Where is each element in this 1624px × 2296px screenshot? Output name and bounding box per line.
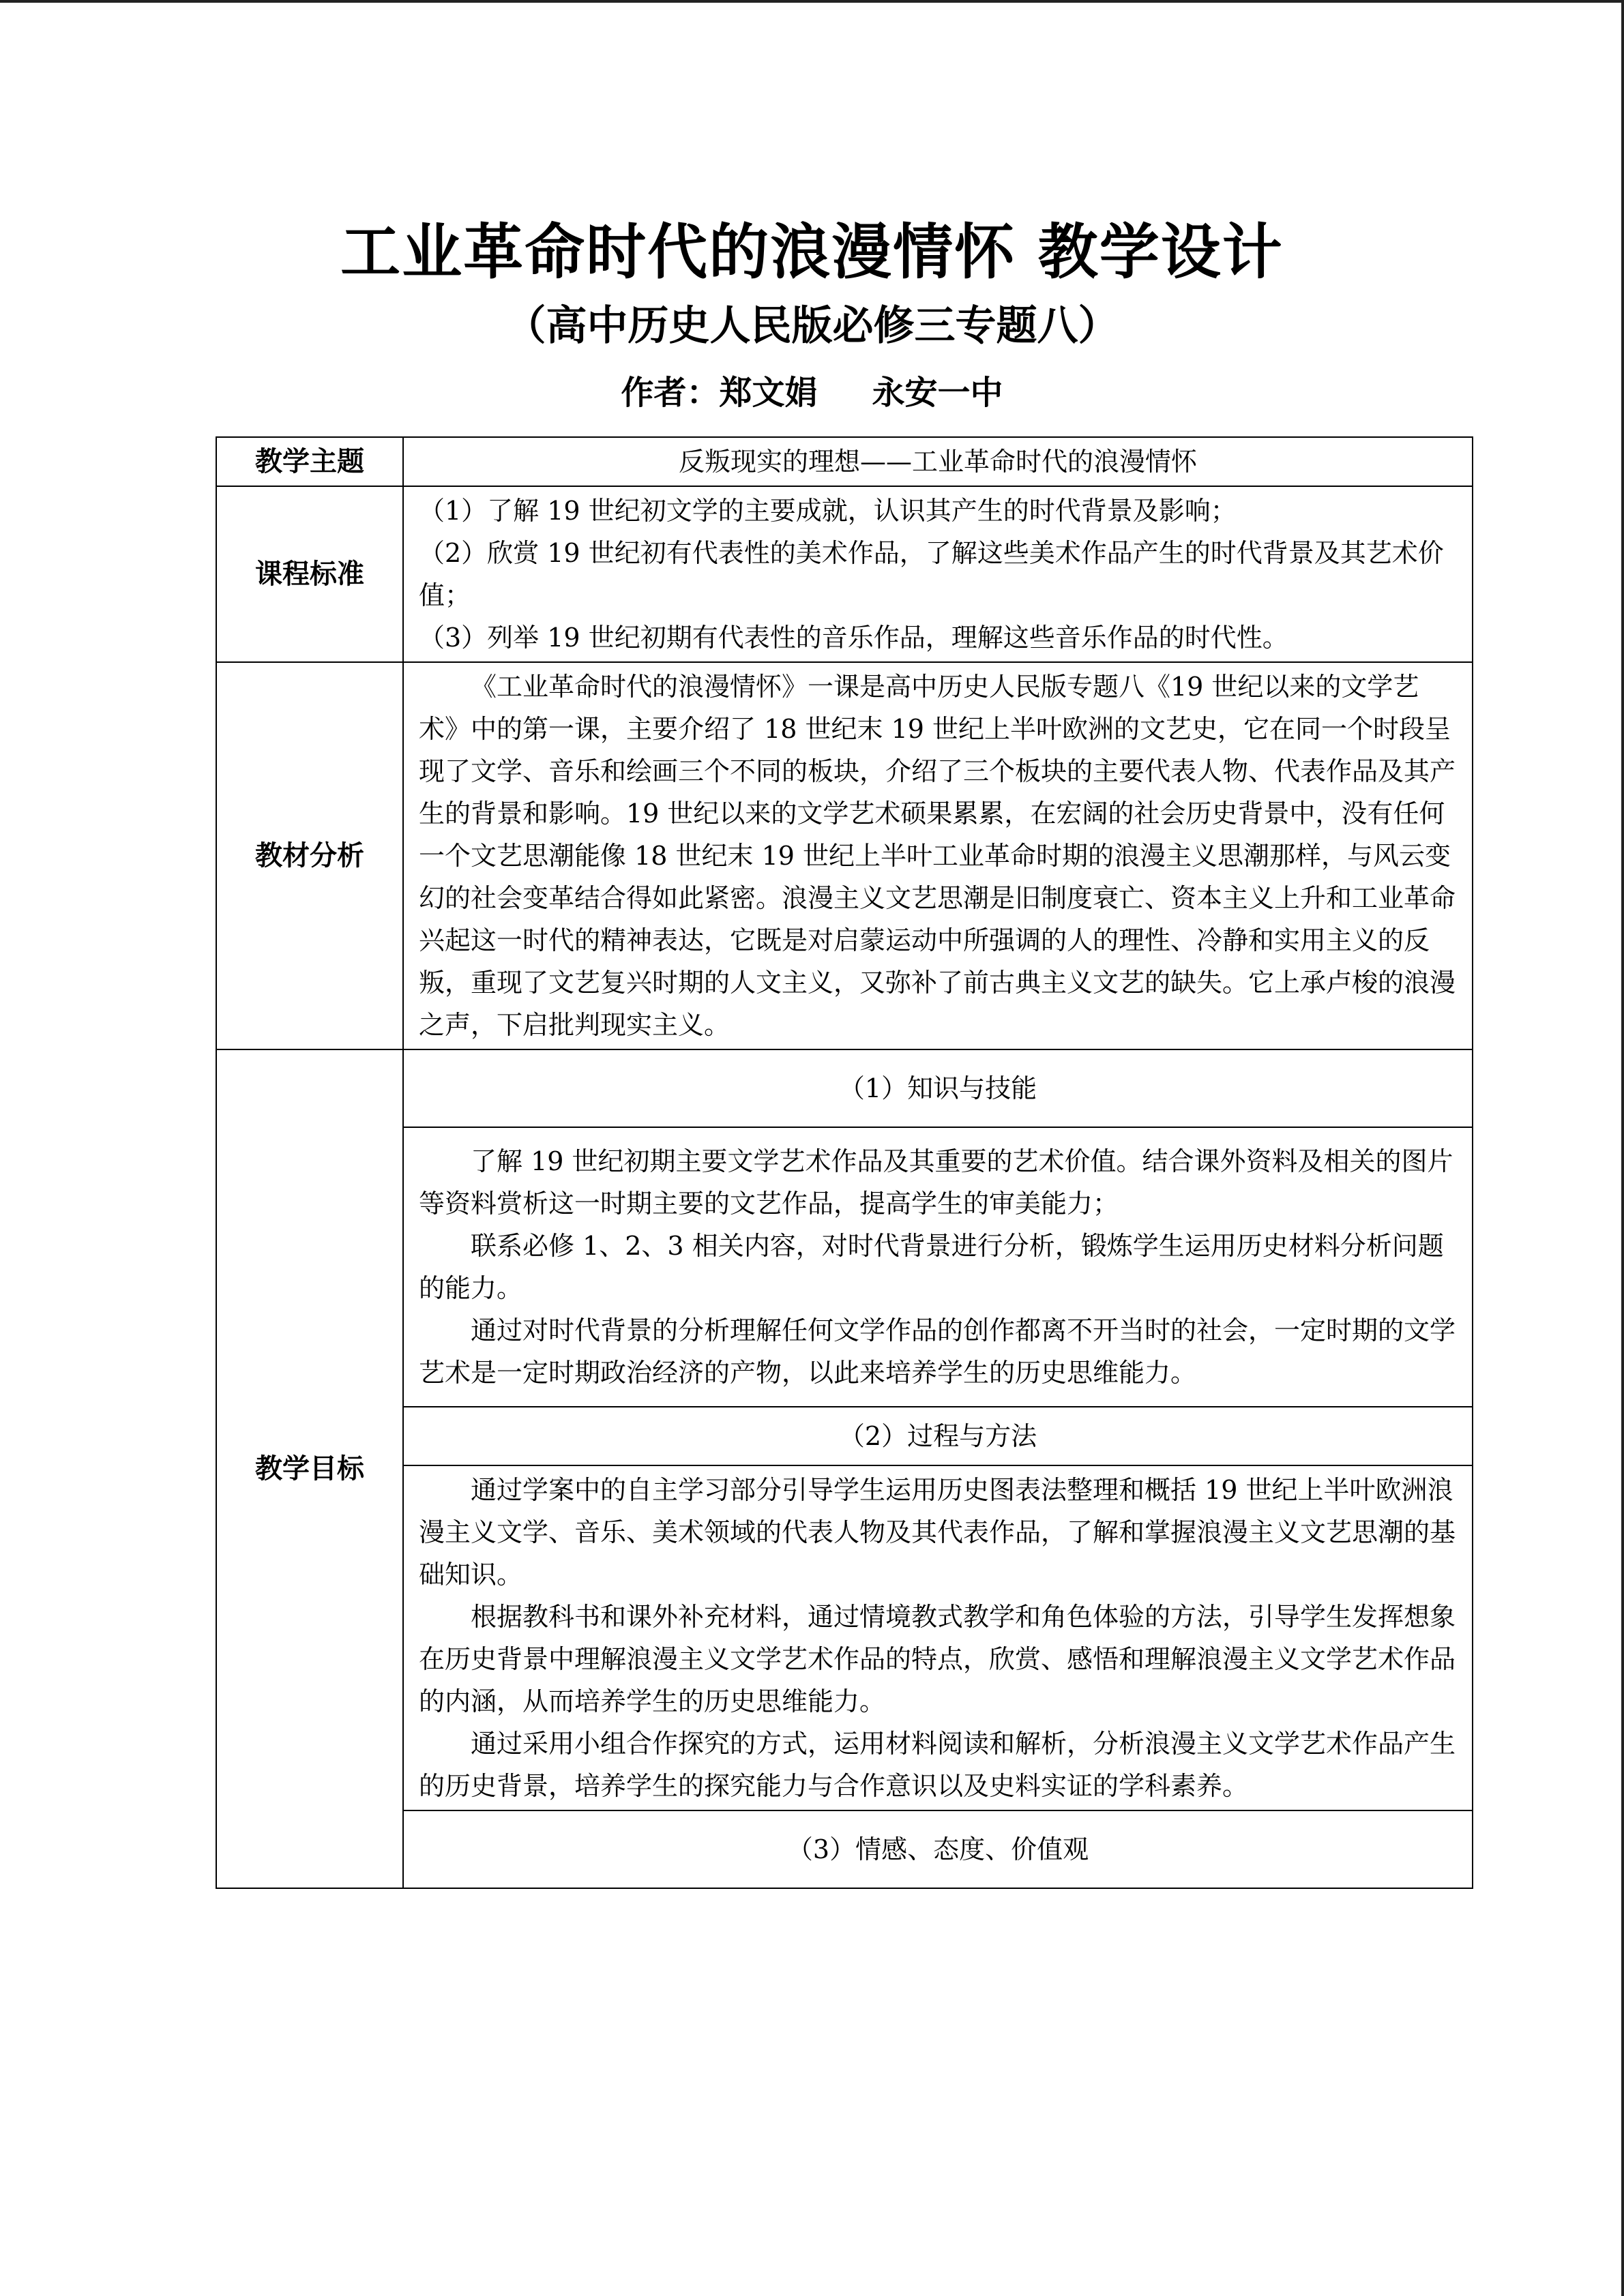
standards-label: 课程标准 (216, 486, 403, 662)
analysis-label: 教材分析 (216, 662, 403, 1049)
page-top-border (0, 0, 1624, 3)
table-row-goals-knowledge-body (216, 1127, 1473, 1407)
knowledge-paragraph: 联系必修 1、2、3 相关内容，对时代背景进行分析，锻炼学生运用历史材料分析问题的能力。 (419, 1231, 1444, 1303)
process-paragraph: 通过采用小组合作探究的方式，运用材料阅读和解析，分析浪漫主义文学艺术作品产生的历史背景，培养学生的探究能力与合作意识以及史料实证的学科素养。 (419, 1729, 1456, 1801)
author-name: 作者：郑文娟 (621, 374, 818, 412)
author-school: 永安一中 (872, 374, 1003, 412)
table-row-topic (216, 437, 1473, 486)
table-row-standards (216, 486, 1473, 662)
knowledge-heading: （1）知识与技能 (403, 1049, 1473, 1127)
author-line (0, 366, 1624, 413)
knowledge-paragraph: 了解 19 世纪初期主要文学艺术作品及其重要的艺术价值。结合课外资料及相关的图片等资料赏析这一时期主要的文艺作品，提高学生的审美能力； (419, 1146, 1453, 1219)
standard-item: （1）了解 19 世纪初文学的主要成就，认识其产生的时代背景及影响； (419, 496, 1237, 526)
topic-value: 反叛现实的理想——工业革命时代的浪漫情怀 (403, 437, 1473, 486)
standard-item: （2）欣赏 19 世纪初有代表性的美术作品，了解这些美术作品产生的时代背景及其艺术价值； (419, 538, 1444, 610)
table-row-goals-knowledge-head (216, 1049, 1473, 1127)
process-paragraph: 通过学案中的自主学习部分引导学生运用历史图表法整理和概括 19 世纪上半叶欧洲浪漫主义文学、音乐、美术领域的代表人物及其代表作品，了解和掌握浪漫主义文艺思潮的基础知识。 (419, 1475, 1456, 1590)
document-subtitle: （高中历史人民版必修三专题八） (505, 302, 1119, 350)
document-title: 工业革命时代的浪漫情怀 教学设计 (340, 217, 1284, 287)
lesson-plan-table (216, 436, 1473, 1889)
standard-item: （3）列举 19 世纪初期有代表性的音乐作品，理解这些音乐作品的时代性。 (419, 623, 1288, 653)
knowledge-content (403, 1127, 1473, 1407)
process-content (403, 1465, 1473, 1810)
analysis-text: 《工业革命时代的浪漫情怀》一课是高中历史人民版专题八《19 世纪以来的文学艺术》中的第一课，主要介绍了 18 世纪末 19 世纪上半叶欧洲的文艺史，它在同一个时段呈现了文学、音乐和绘画三个不同的板块，介绍了三个板块的主要代表人物、代表作品及其产生的背景和影响。19 世纪以来的文学艺术硕果累累，在宏阔的社会历史背景中，没有任何一个文艺思潮能像 18 世纪末 19 世纪上半叶工业革命时期的浪漫主义思潮那样，与风云变幻的社会变革结合得如此紧密。浪漫主义文艺思潮是旧制度衰亡、资本主义上升和工业革命兴起这一时代的精神表达，它既是对启蒙运动中所强调的人的理性、冷静和实用主义的反叛，重现了文艺复兴时期的人文主义，又弥补了前古典主义文艺的缺失。它上承卢梭的浪漫之声，下启批判现实主义。 (419, 672, 1456, 1040)
process-paragraph: 根据教科书和课外补充材料，通过情境教式教学和角色体验的方法，引导学生发挥想象在历史背景中理解浪漫主义文学艺术作品的特点，欣赏、感悟和理解浪漫主义文学艺术作品的内涵，从而培养学生的历史思维能力。 (419, 1602, 1456, 1716)
values-heading: （3）情感、态度、价值观 (403, 1810, 1473, 1888)
process-heading: （2）过程与方法 (403, 1407, 1473, 1465)
analysis-content (403, 662, 1473, 1049)
knowledge-paragraph: 通过对时代背景的分析理解任何文学作品的创作都离不开当时的社会，一定时期的文学艺术是一定时期政治经济的产物，以此来培养学生的历史思维能力。 (419, 1315, 1456, 1388)
table-row-goals-process-head (216, 1407, 1473, 1465)
table-row-goals-process-body (216, 1465, 1473, 1810)
standards-content (403, 486, 1473, 662)
goals-label: 教学目标 (216, 1049, 403, 1888)
table-row-goals-values-head (216, 1810, 1473, 1888)
table-row-analysis (216, 662, 1473, 1049)
topic-label: 教学主题 (216, 437, 403, 486)
